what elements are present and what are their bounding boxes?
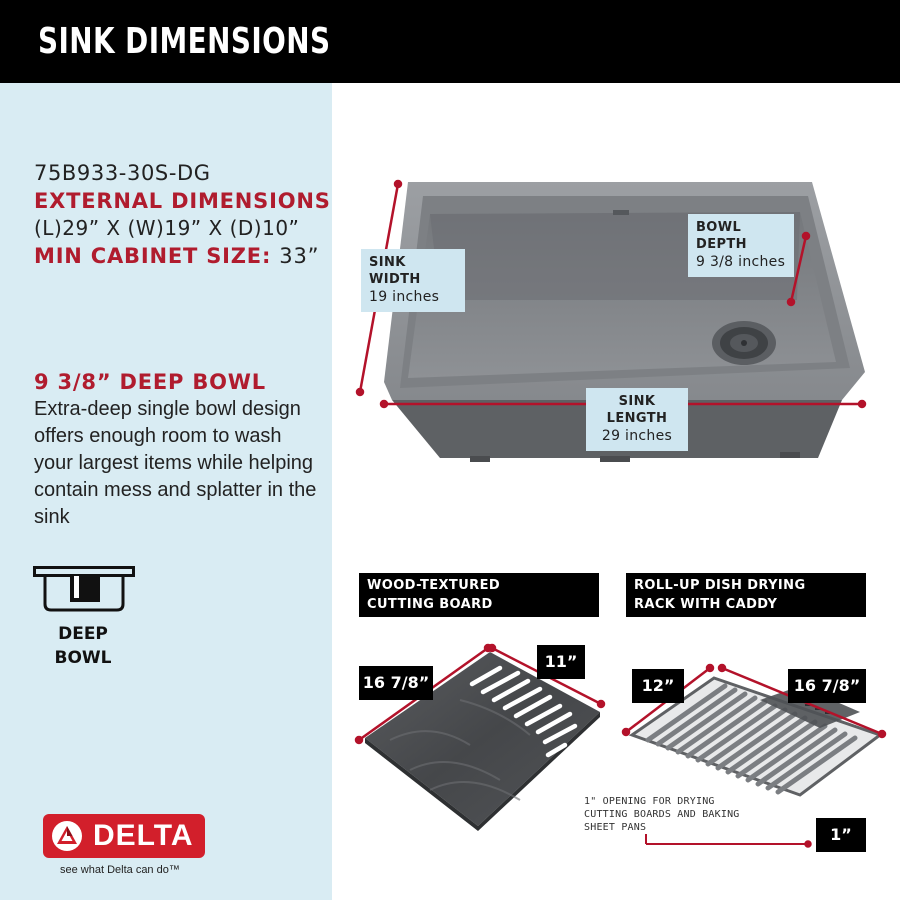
bowl-depth-callout	[688, 214, 794, 277]
sink-length-title: SINK LENGTH	[606, 394, 668, 426]
drying-rack-width-tag: 12”	[632, 669, 684, 703]
sink-width-callout	[361, 249, 465, 312]
cutting-board-label-line1: WOOD-TEXTURED	[367, 578, 501, 593]
external-dimensions-values: (L)29” X (W)19” X (D)10”	[34, 216, 300, 240]
drying-rack-note: 1" OPENING FOR DRYING CUTTING BOARDS AND BAKING SHEET PANS	[584, 796, 740, 833]
drying-rack-opening-tag: 1”	[816, 818, 866, 852]
bowl-depth-value: 9 3/8 inches	[696, 254, 786, 270]
cutting-board-label-line2: CUTTING BOARD	[367, 597, 493, 612]
icon-label-line1: DEEP	[58, 624, 108, 644]
drying-rack-label-line1: ROLL-UP DISH DRYING	[634, 578, 806, 593]
bowl-depth-title: BOWL DEPTH	[696, 220, 747, 252]
page-title: SINK DIMENSIONS	[38, 21, 331, 62]
cutting-board-length-tag: 16 7/8”	[359, 666, 433, 700]
delta-tagline: see what Delta can do™	[60, 864, 180, 876]
drying-rack-label	[626, 573, 866, 617]
deep-bowl-heading: 9 3/8” DEEP BOWL	[34, 370, 266, 394]
min-cabinet-value: 33”	[279, 244, 320, 268]
sink-length-value: 29 inches	[601, 428, 673, 444]
drying-rack-length-tag: 16 7/8”	[788, 669, 866, 703]
sink-width-title: SINK WIDTH	[369, 255, 421, 287]
sink-width-value: 19 inches	[369, 289, 440, 305]
delta-wordmark: DELTA	[93, 819, 194, 852]
model-number: 75B933-30S-DG	[34, 161, 211, 185]
external-dimensions-heading: EXTERNAL DIMENSIONS	[34, 189, 331, 213]
cutting-board-label	[359, 573, 599, 617]
cutting-board-width-tag: 11”	[537, 645, 585, 679]
icon-label-line2: BOWL	[54, 648, 112, 668]
drying-rack-label-line2: RACK WITH CADDY	[634, 597, 778, 612]
sink-length-callout	[586, 388, 688, 451]
min-cabinet-label: MIN CABINET SIZE:	[34, 244, 272, 268]
deep-bowl-description: Extra-deep single bowl design offers enough room to wash your largest items while helping contain mess and splatter in the sink	[34, 398, 317, 528]
